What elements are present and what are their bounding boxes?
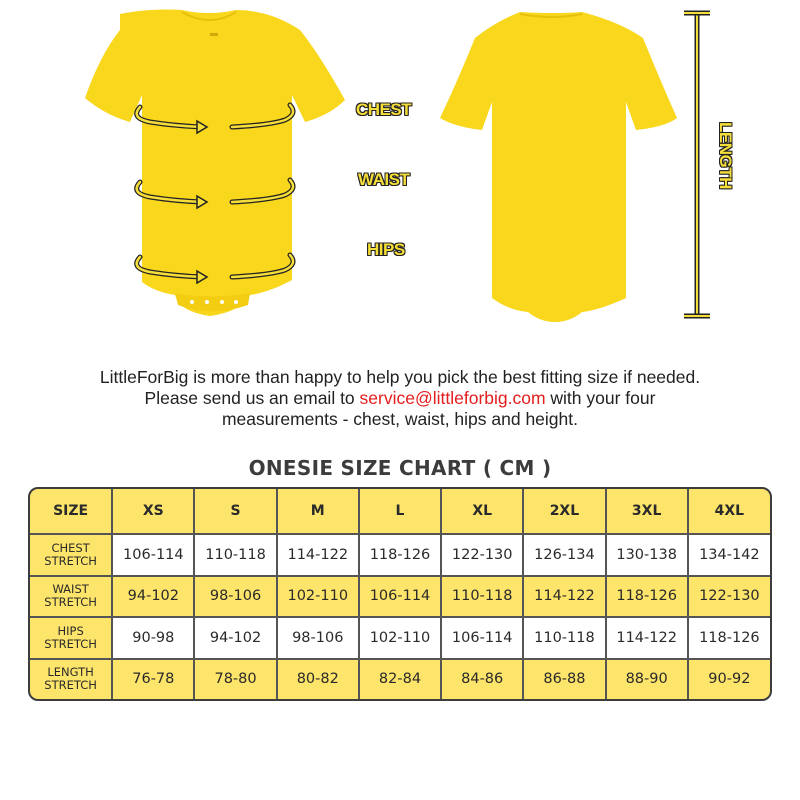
intro-line-3: measurements - chest, waist, hips and height. bbox=[221, 409, 578, 429]
intro-line-2 bbox=[0, 388, 800, 409]
row-label-bottom: STRETCH bbox=[44, 637, 97, 652]
header-4xl: 4XL bbox=[688, 489, 770, 534]
cell: 114-122 bbox=[523, 576, 605, 618]
cell: 118-126 bbox=[359, 534, 441, 576]
cell: 110-118 bbox=[441, 576, 523, 618]
cell: 88-90 bbox=[606, 659, 688, 699]
cell: 106-114 bbox=[359, 576, 441, 618]
length-bar-icon bbox=[684, 13, 710, 316]
cell: 98-106 bbox=[277, 617, 359, 659]
size-chart-table bbox=[28, 487, 772, 701]
cell: 90-92 bbox=[688, 659, 770, 699]
cell: 78-80 bbox=[194, 659, 276, 699]
row-label-top: WAIST bbox=[52, 582, 89, 597]
cell: 126-134 bbox=[523, 534, 605, 576]
header-xs: XS bbox=[112, 489, 194, 534]
cell: 110-118 bbox=[523, 617, 605, 659]
garment-illustration bbox=[0, 0, 800, 350]
chart-title: ONESIE SIZE CHART ( CM ) bbox=[248, 456, 552, 480]
table-row-waist bbox=[30, 576, 770, 618]
header-row bbox=[30, 489, 770, 534]
cell: 106-114 bbox=[441, 617, 523, 659]
row-label-top: CHEST bbox=[51, 540, 90, 555]
cell: 122-130 bbox=[441, 534, 523, 576]
row-label-top: HIPS bbox=[57, 624, 84, 639]
cell: 82-84 bbox=[359, 659, 441, 699]
intro-text bbox=[0, 367, 800, 430]
row-label-chest bbox=[30, 534, 112, 576]
cell: 94-102 bbox=[112, 576, 194, 618]
header-s: S bbox=[194, 489, 276, 534]
onesie-back-icon bbox=[440, 12, 677, 322]
cell: 90-98 bbox=[112, 617, 194, 659]
cell: 84-86 bbox=[441, 659, 523, 699]
intro-line-2-after: with your four bbox=[545, 388, 656, 408]
cell: 118-126 bbox=[606, 576, 688, 618]
cell: 98-106 bbox=[194, 576, 276, 618]
row-label-bottom: STRETCH bbox=[44, 595, 97, 610]
cell: 114-122 bbox=[606, 617, 688, 659]
cell: 80-82 bbox=[277, 659, 359, 699]
length-label: LENGTH bbox=[716, 122, 735, 189]
email-link[interactable]: service@littleforbig.com bbox=[359, 388, 546, 408]
table-row-length bbox=[30, 659, 770, 699]
header-2xl: 2XL bbox=[523, 489, 605, 534]
cell: 86-88 bbox=[523, 659, 605, 699]
row-label-bottom: STRETCH bbox=[44, 678, 97, 693]
row-label-hips bbox=[30, 617, 112, 659]
table-row-hips bbox=[30, 617, 770, 659]
waist-label: WAIST bbox=[358, 170, 410, 189]
cell: 102-110 bbox=[359, 617, 441, 659]
header-l: L bbox=[359, 489, 441, 534]
cell: 76-78 bbox=[112, 659, 194, 699]
cell: 106-114 bbox=[112, 534, 194, 576]
chest-label: CHEST bbox=[356, 100, 412, 119]
header-size: SIZE bbox=[30, 489, 112, 534]
cell: 102-110 bbox=[277, 576, 359, 618]
intro-line-2-before: Please send us an email to bbox=[144, 388, 360, 408]
cell: 122-130 bbox=[688, 576, 770, 618]
onesie-front-icon bbox=[85, 10, 345, 317]
cell: 114-122 bbox=[277, 534, 359, 576]
cell: 118-126 bbox=[688, 617, 770, 659]
row-label-length bbox=[30, 659, 112, 699]
cell: 134-142 bbox=[688, 534, 770, 576]
cell: 130-138 bbox=[606, 534, 688, 576]
header-3xl: 3XL bbox=[606, 489, 688, 534]
header-m: M bbox=[277, 489, 359, 534]
row-label-top: LENGTH bbox=[47, 665, 94, 680]
intro-line-1: LittleForBig is more than happy to help you pick the best fitting size if needed. bbox=[99, 367, 701, 387]
row-label-waist bbox=[30, 576, 112, 618]
table-row-chest bbox=[30, 534, 770, 576]
cell: 94-102 bbox=[194, 617, 276, 659]
row-label-bottom: STRETCH bbox=[44, 553, 97, 568]
header-xl: XL bbox=[441, 489, 523, 534]
hips-label: HIPS bbox=[367, 240, 405, 259]
cell: 110-118 bbox=[194, 534, 276, 576]
